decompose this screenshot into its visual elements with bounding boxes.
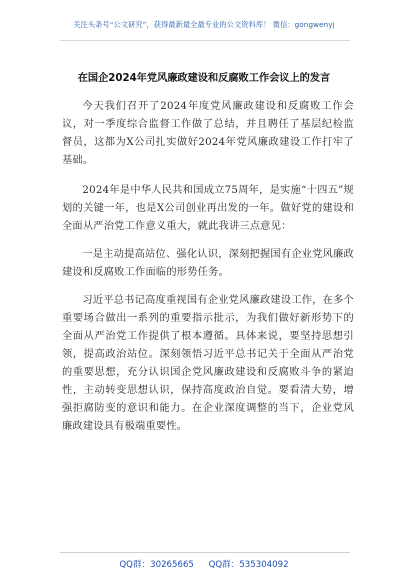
footer — [0, 558, 408, 570]
footer-divider — [60, 552, 350, 553]
footer-qq-group-2: QQ群：535304092 — [208, 560, 289, 570]
header-divider — [60, 40, 350, 41]
paragraph-2: 2024年是中华人民共和国成立75周年，是实施“十四五”规划的关键一年，也是X公司创业再出发的一年。做好党的建设和全面从严治党工作意义重大，就此我讲三点意见： — [62, 185, 354, 232]
paragraph-1: 今天我们召开了2024年度党风廉政建设和反腐败工作会议，对一季度综合监督工作做了总结，并且聘任了基层纪检监督员，这都为X公司扎实做好2024年党风廉政建设工作打牢了基础。 — [62, 101, 354, 166]
document-body — [62, 98, 354, 446]
paragraph-4: 习近平总书记高度重视国有企业党风廉政建设工作，在多个重要场合做出一系列的重要指示批示，为我们做好新形势下的全面从严治党工作提供了根本遵循。具体来说，要坚持思想引领，提高政治站位。深刻领悟习近平总书记关于全面从严治党的重要思想，充分认识国企党风廉政建设和反腐败斗争的紧迫性，主动转变思想认识，保持高度政治自觉。要看清大势，增强拒腐防变的意识和能力。在企业深度调整的当下，企业党风廉政建设具有极端重要性。 — [62, 295, 354, 432]
document-title: 在国企2024年党风廉政建设和反腐败工作会议上的发言 — [77, 73, 331, 84]
paragraph-3: 一是主动提高站位、强化认识，深刻把握国有企业党风廉政建设和反腐败工作面临的形势任务。 — [62, 249, 354, 278]
footer-qq-group-1: QQ群：30265665 — [119, 560, 194, 570]
header-banner: 关注头条号“公文研究”，获得最新最全最专业的公文资料库！ 微信：gongwenyj — [73, 20, 335, 29]
